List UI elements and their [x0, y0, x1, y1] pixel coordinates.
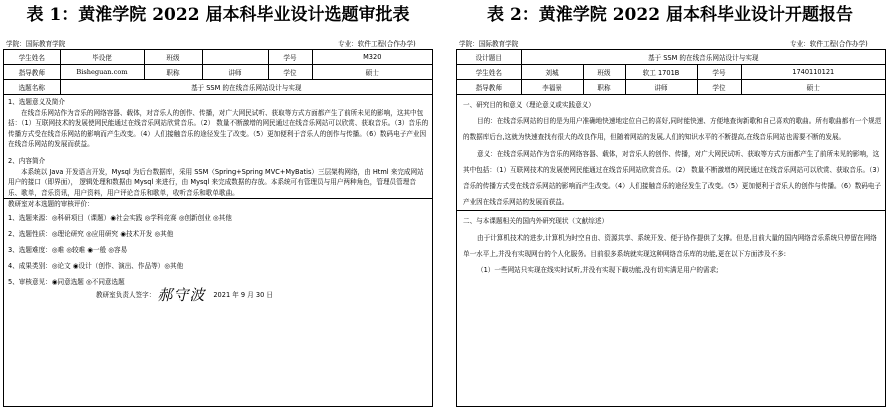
table1-body [4, 95, 432, 304]
eval-title: 教研室对本选题的审核评价： [8, 200, 94, 209]
eval-item-source: 1、选题来源：◎科研项目（课题）◉社会实践 ◎学科竞赛 ◎创新创业 ◎其他 [8, 213, 232, 222]
topic-label: 选题名称 [4, 80, 60, 95]
sec2-heading: 2、内容简介 [8, 156, 46, 165]
job-title-label: 职称 [583, 80, 625, 95]
design-topic-label: 设计题目 [457, 50, 521, 65]
student-name-value: 刘城 [521, 65, 583, 80]
topic-value: 基于 SSM 的在线音乐网站设计与实现 [60, 80, 432, 95]
student-name-value: 毕设佬 [60, 50, 144, 65]
advisor-label: 指导教师 [4, 65, 60, 80]
table-row [457, 80, 885, 95]
table-row [457, 50, 885, 65]
student-name-label: 学生姓名 [457, 65, 521, 80]
table2-body [457, 95, 885, 278]
class-value: 软工 1701B [625, 65, 697, 80]
eval-item-result-type: 4、成果类别：◎论文 ◉设计（创作、演出、作品等）◎其他 [8, 261, 184, 270]
sec1-text: 在线音乐网站作为音乐的网络容器、载体，对音乐人的创作、传播，对广大网民试听、获取等方式方面都产生了前所未见的影响，这其中包括：（1）互联网技术的发展使网民能通过在线音乐网站欣赏音乐。（2） 数量不断激增的网民通过在线音乐网站可以欣赏、获取音乐。（3）音乐的传播方式受在线音乐网站的影响而产生改变。（4）人们接触音乐的途径发生了改变。（5）更加便利于音乐人的创作与传播。（6）数码电子产业因在线音乐网站的发展而获益。 [8, 108, 429, 149]
job-title-value: 讲师 [202, 65, 268, 80]
table1-info-table [4, 50, 432, 95]
table-row [457, 65, 885, 80]
sec2-heading: 二、与本课题相关的国内外研究现状（文献综述） [463, 217, 609, 226]
job-title-value: 讲师 [625, 80, 697, 95]
handwritten-signature: 郝守波 [157, 285, 206, 304]
advisor-value: Bisheguan.com [60, 65, 144, 80]
degree-value: 硕士 [741, 80, 885, 95]
advisor-value: 李福景 [521, 80, 583, 95]
sec2-item-1: （1）一些网站只实现在线实时试听,并没有实现下载功能,没有切实满足用户的需求; [477, 266, 719, 275]
degree-value: 硕士 [312, 65, 432, 80]
eval-item-review-opinion: 5、审核意见：◉同意选题 ◎不同意选题 [8, 277, 125, 286]
table-row [4, 50, 432, 65]
sec1-heading: 一、研究目的和意义（理论意义或实践意义） [463, 101, 595, 109]
eval-item-nature: 2、选题性质：◎理论研究 ◎应用研究 ◉技术开发 ◎其他 [8, 229, 174, 238]
table2-major: 专业：软件工程(合作办学) [790, 40, 868, 48]
table2-title: 表 2：黄淮学院 2022 届本科毕业设计开题报告 [487, 5, 853, 25]
sec1-heading: 1、选题意义及简介 [8, 98, 65, 106]
sec2-text: 本系统以 Java 开发语言开发，Mysql 为后台数据库，采用 SSM（Spring+Spring MVC+MyBatis）三层架构网络，由 Html 来完成网站用户的接口（即界面）， 逻辑处理和数据由 Mysql 来进行，由 Mysql 来完成数据的存放。本系统可有管理员与用户两种角色，管理员管理音乐、歌单，音乐资讯，用户资料，用户评论音乐和歌单，收听音乐和歌单歌曲。 [8, 167, 424, 197]
student-id-value: M320 [312, 50, 432, 65]
sec2-review: 由于计算机技术的进步,计算机为时空自由、资源共享、系统开发、便于协作提供了支撑。但是,目前大量的国内网络音乐系统只停留在网络单一水平上,并没有实现网台的个人化服务。目前很多系统就实现这种网络音乐库的功能,更在以下方面涉及不多: [463, 233, 877, 258]
student-id-label: 学号 [268, 50, 312, 65]
job-title-label: 职称 [144, 65, 202, 80]
table-row [4, 65, 432, 80]
student-name-label: 学生姓名 [4, 50, 60, 65]
table-row [4, 80, 432, 95]
design-topic-value: 基于 SSM 的在线音乐网站设计与实现 [521, 50, 885, 65]
sec1-significance: 意义：在线音乐网站作为音乐的网络容器、载体，对音乐人的创作、传播，对广大网民试听、获取等方式方面都产生了前所未见的影响，这其中包括：（1）互联网技术的发展使网民能通过在线音乐网站欣赏音乐。（2） 数量不断激增的网民通过在线音乐网站可以欣赏、获取音乐。（3）音乐的传播方式受在线音乐网站的影响而产生改变。（4）人们接触音乐的途径发生了改变。（5）更加便利于音乐人的创作与传播。（6）数码电子产业因在线音乐网站的发展而获益。 [463, 149, 882, 207]
sign-label: 教研室负责人签字： [96, 290, 156, 299]
sign-date: 2021 年 9 月 30 日 [213, 290, 273, 299]
table2-college: 学院：国际教育学院 [459, 40, 519, 48]
table1-college: 学院：国际教育学院 [6, 40, 66, 48]
advisor-label: 指导教师 [457, 80, 521, 95]
table1-form [3, 49, 433, 407]
student-id-label: 学号 [697, 65, 741, 80]
class-value [202, 50, 268, 65]
table1-title: 表 1：黄淮学院 2022 届本科毕业设计选题审批表 [26, 5, 410, 25]
table1-major: 专业：软件工程(合作办学) [338, 40, 416, 48]
divider [457, 210, 885, 211]
table2-form [456, 49, 886, 407]
table2-info-table [457, 50, 885, 95]
sec1-purpose: 目的：在线音乐网站的目的是为用户准确地快速地定位自己的喜好,同时能快速、方便地查询新歌和自己喜欢的歌曲。所有歌曲都有一个规范的数据库后台,这就为快速查找有很大的改良作用，但随着网站的发展,人们的知识水平的不断提高,在线音乐网站也需要不断的发展。 [463, 117, 882, 142]
degree-label: 学位 [268, 65, 312, 80]
student-id-value: 1740110121 [741, 65, 885, 80]
class-label: 班级 [144, 50, 202, 65]
eval-item-difficulty: 3、选题难度：◎难 ◎较难 ◉一般 ◎容易 [8, 245, 128, 254]
signature-line [8, 285, 429, 304]
degree-label: 学位 [697, 80, 741, 95]
class-label: 班级 [583, 65, 625, 80]
